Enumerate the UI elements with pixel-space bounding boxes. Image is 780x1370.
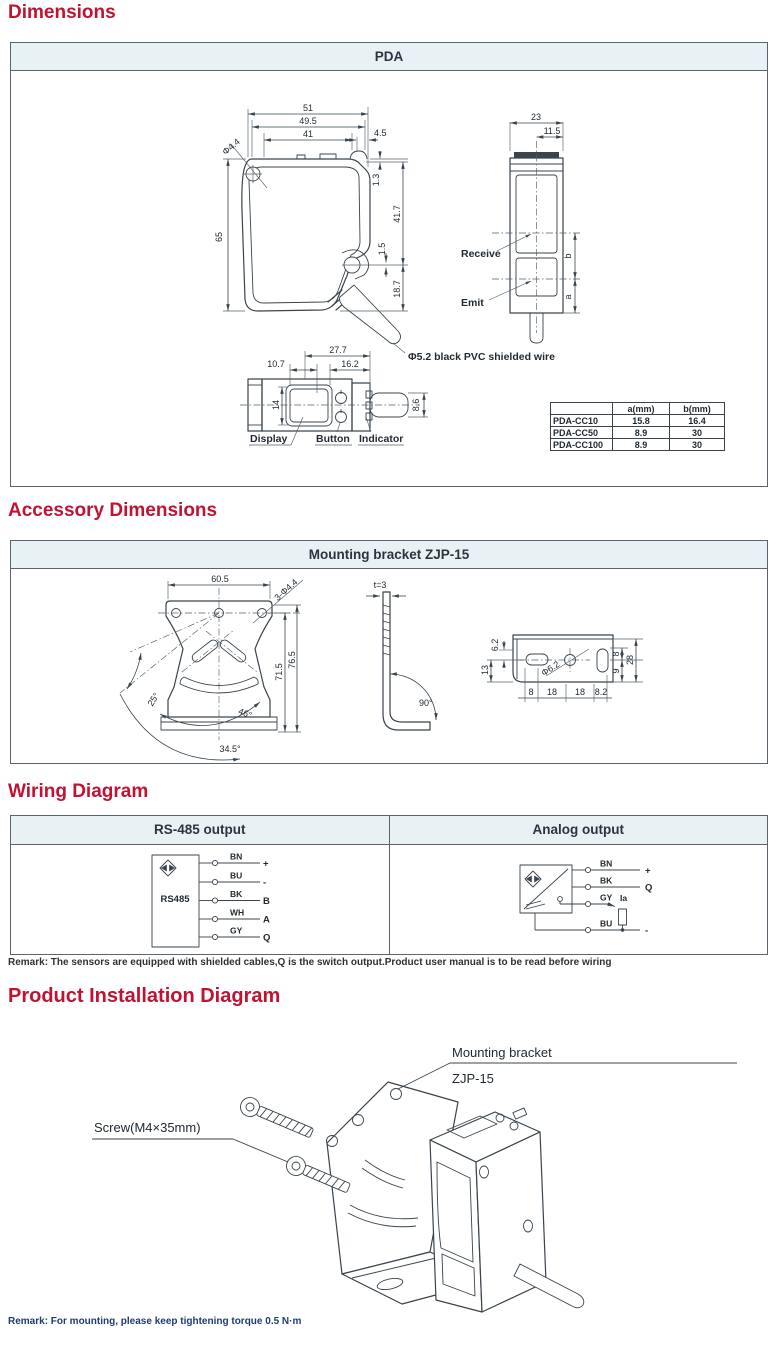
- pda-model-table: [550, 402, 725, 451]
- dim-t3: t=3: [373, 580, 387, 590]
- dim-60-5: 60.5: [211, 574, 229, 584]
- accessory-panel: [10, 540, 768, 764]
- emit-label: Emit: [461, 297, 484, 309]
- table-header-a: a(mm): [613, 403, 670, 415]
- mounting-remark: Remark: For mounting, please keep tightening torque 0.5 N·m: [8, 1316, 302, 1327]
- b-cell: 30: [670, 427, 725, 439]
- bracket-top-view: [480, 635, 643, 702]
- analog-circuit: [390, 845, 767, 954]
- sensor-symbol-icon: [160, 860, 176, 876]
- install-sensor: [430, 1108, 584, 1312]
- a-cell: 8.9: [613, 427, 670, 439]
- rs485-circuit-cell: [11, 845, 389, 954]
- wire-color-label: GY: [230, 925, 243, 936]
- mounting-bracket-label: Mounting bracket: [452, 1045, 552, 1060]
- table-row: [551, 439, 725, 451]
- dim-1-3: 1.3: [371, 173, 381, 187]
- pda-front-view: [214, 103, 408, 344]
- rs485-device-label: RS485: [160, 894, 190, 905]
- rs485-circuit: [11, 845, 389, 954]
- table-header-row: [551, 403, 725, 415]
- dim-angle-25: 25°: [145, 690, 162, 708]
- wire-terminal-label: Q: [263, 932, 271, 944]
- wiring-panel: [10, 815, 768, 955]
- dim-41: 41: [302, 129, 314, 139]
- rs485-wire-bn: [199, 852, 269, 870]
- installation-drawing: [10, 1015, 770, 1315]
- rs485-wire-bu: [199, 871, 266, 889]
- wire-color-label: BN: [600, 858, 613, 869]
- section-title-wiring: Wiring Diagram: [8, 781, 149, 802]
- analog-header: Analog output: [389, 816, 768, 845]
- wire-color-label: BU: [600, 918, 613, 929]
- button-label: Button: [316, 433, 350, 445]
- dim-8a: 8: [528, 687, 534, 697]
- dim-27-7: 27.7: [329, 345, 347, 355]
- a-cell: 8.9: [613, 439, 670, 451]
- dim-14: 14: [271, 399, 281, 411]
- dim-65: 65: [214, 231, 224, 243]
- screw-label: Screw(M4×35mm): [94, 1120, 201, 1135]
- dim-b: b: [563, 253, 573, 259]
- dim-hole-6-2: Φ6.2: [539, 658, 562, 679]
- dim-76-5: 76.5: [287, 651, 297, 669]
- table-header-model: [551, 403, 613, 415]
- dim-11-5: 11.5: [543, 126, 561, 136]
- dim-6-2: 6.2: [490, 638, 500, 652]
- dim-51: 51: [302, 103, 314, 113]
- wire-terminal-label: Q: [645, 882, 653, 894]
- section-title-accessory: Accessory Dimensions: [8, 500, 218, 521]
- analog-wire-bu: [535, 913, 648, 937]
- wire-color-label: BK: [230, 889, 243, 899]
- wire-color-label: GY: [600, 892, 613, 903]
- section-title-dimensions: Dimensions: [8, 2, 116, 23]
- wire-color-label: BU: [230, 870, 243, 881]
- wire-terminal-label: -: [645, 925, 649, 937]
- dim-23: 23: [530, 112, 542, 122]
- model-cell: PDA-CC10: [551, 415, 613, 427]
- b-cell: 16.4: [670, 415, 725, 427]
- dim-10-7: 10.7: [267, 359, 285, 369]
- analog-wire-bn: [572, 859, 651, 877]
- bracket-front-view: [120, 574, 303, 760]
- analog-circuit-cell: [389, 845, 767, 954]
- bracket-dimension-drawing: [11, 569, 767, 763]
- bracket-model-label: ZJP-15: [452, 1071, 494, 1086]
- analog-wire-bk: [572, 876, 652, 894]
- dim-8-6: 8.6: [411, 398, 421, 412]
- table-row: [551, 415, 725, 427]
- dim-4-5: 4.5: [374, 128, 387, 138]
- model-cell: PDA-CC50: [551, 427, 613, 439]
- rs485-header: RS-485 output: [11, 816, 389, 845]
- dim-r9: 9: [611, 668, 621, 674]
- dim-16-2: 16.2: [341, 359, 359, 369]
- bracket-side-view: [366, 580, 436, 730]
- dim-hole-4-4: Φ4.4: [220, 136, 242, 157]
- sensor-symbol-icon: [525, 871, 541, 887]
- model-cell: PDA-CC100: [551, 439, 613, 451]
- dim-49-5: 49.5: [299, 116, 317, 126]
- dim-71-5: 71.5: [274, 663, 284, 681]
- install-screw-1: [238, 1095, 316, 1142]
- table-row: [551, 427, 725, 439]
- dim-90: 90°: [419, 698, 433, 708]
- wiring-remark: Remark: The sensors are equipped with shielded cables,Q is the switch output.Product user manual is to be read before wiring: [8, 957, 612, 968]
- dim-angle-46: 46°: [236, 706, 254, 721]
- rs485-wire-gy: [199, 926, 270, 944]
- dim-18-7: 18.7: [392, 280, 402, 298]
- dim-18b: 18: [574, 687, 586, 697]
- dim-r8: 8: [611, 651, 621, 657]
- cable-note: Φ5.2 black PVC shielded wire: [408, 351, 555, 363]
- pda-side-view: [461, 112, 580, 343]
- a-cell: 15.8: [613, 415, 670, 427]
- load-resistor: [619, 909, 627, 925]
- pda-bottom-view: [240, 345, 428, 445]
- dim-angle-34-5: 34.5°: [219, 744, 241, 754]
- wire-color-label: WH: [230, 907, 245, 918]
- dim-41-7: 41.7: [392, 205, 402, 223]
- dim-a: a: [563, 294, 573, 300]
- wire-color-label: BK: [600, 875, 613, 886]
- wire-terminal-label: +: [263, 858, 269, 870]
- wire-color-label: BN: [230, 851, 243, 862]
- dim-18a: 18: [546, 687, 558, 697]
- current-label: Ia: [620, 893, 628, 903]
- indicator-label: Indicator: [359, 433, 404, 445]
- wire-terminal-label: -: [263, 877, 267, 889]
- dim-r28: 28: [625, 654, 635, 666]
- wire-terminal-label: A: [263, 914, 270, 926]
- rs485-wire-wh: [199, 908, 270, 926]
- dim-3-holes: 3-Φ4.4: [272, 576, 300, 603]
- table-header-b: b(mm): [670, 403, 725, 415]
- b-cell: 30: [670, 439, 725, 451]
- receive-label: Receive: [461, 248, 501, 260]
- rs485-wire-bk: [199, 889, 270, 907]
- pda-panel-header: PDA: [11, 43, 767, 71]
- display-label: Display: [250, 433, 288, 445]
- wire-terminal-label: +: [645, 865, 651, 877]
- accessory-panel-header: Mounting bracket ZJP-15: [11, 541, 767, 569]
- wire-terminal-label: B: [263, 896, 270, 907]
- analog-wire-gy: [560, 893, 627, 932]
- dim-13: 13: [480, 664, 490, 676]
- dim-8-2: 8.2: [594, 687, 608, 697]
- section-title-installation: Product Installation Diagram: [8, 985, 281, 1007]
- dim-1-5: 1.5: [377, 242, 387, 256]
